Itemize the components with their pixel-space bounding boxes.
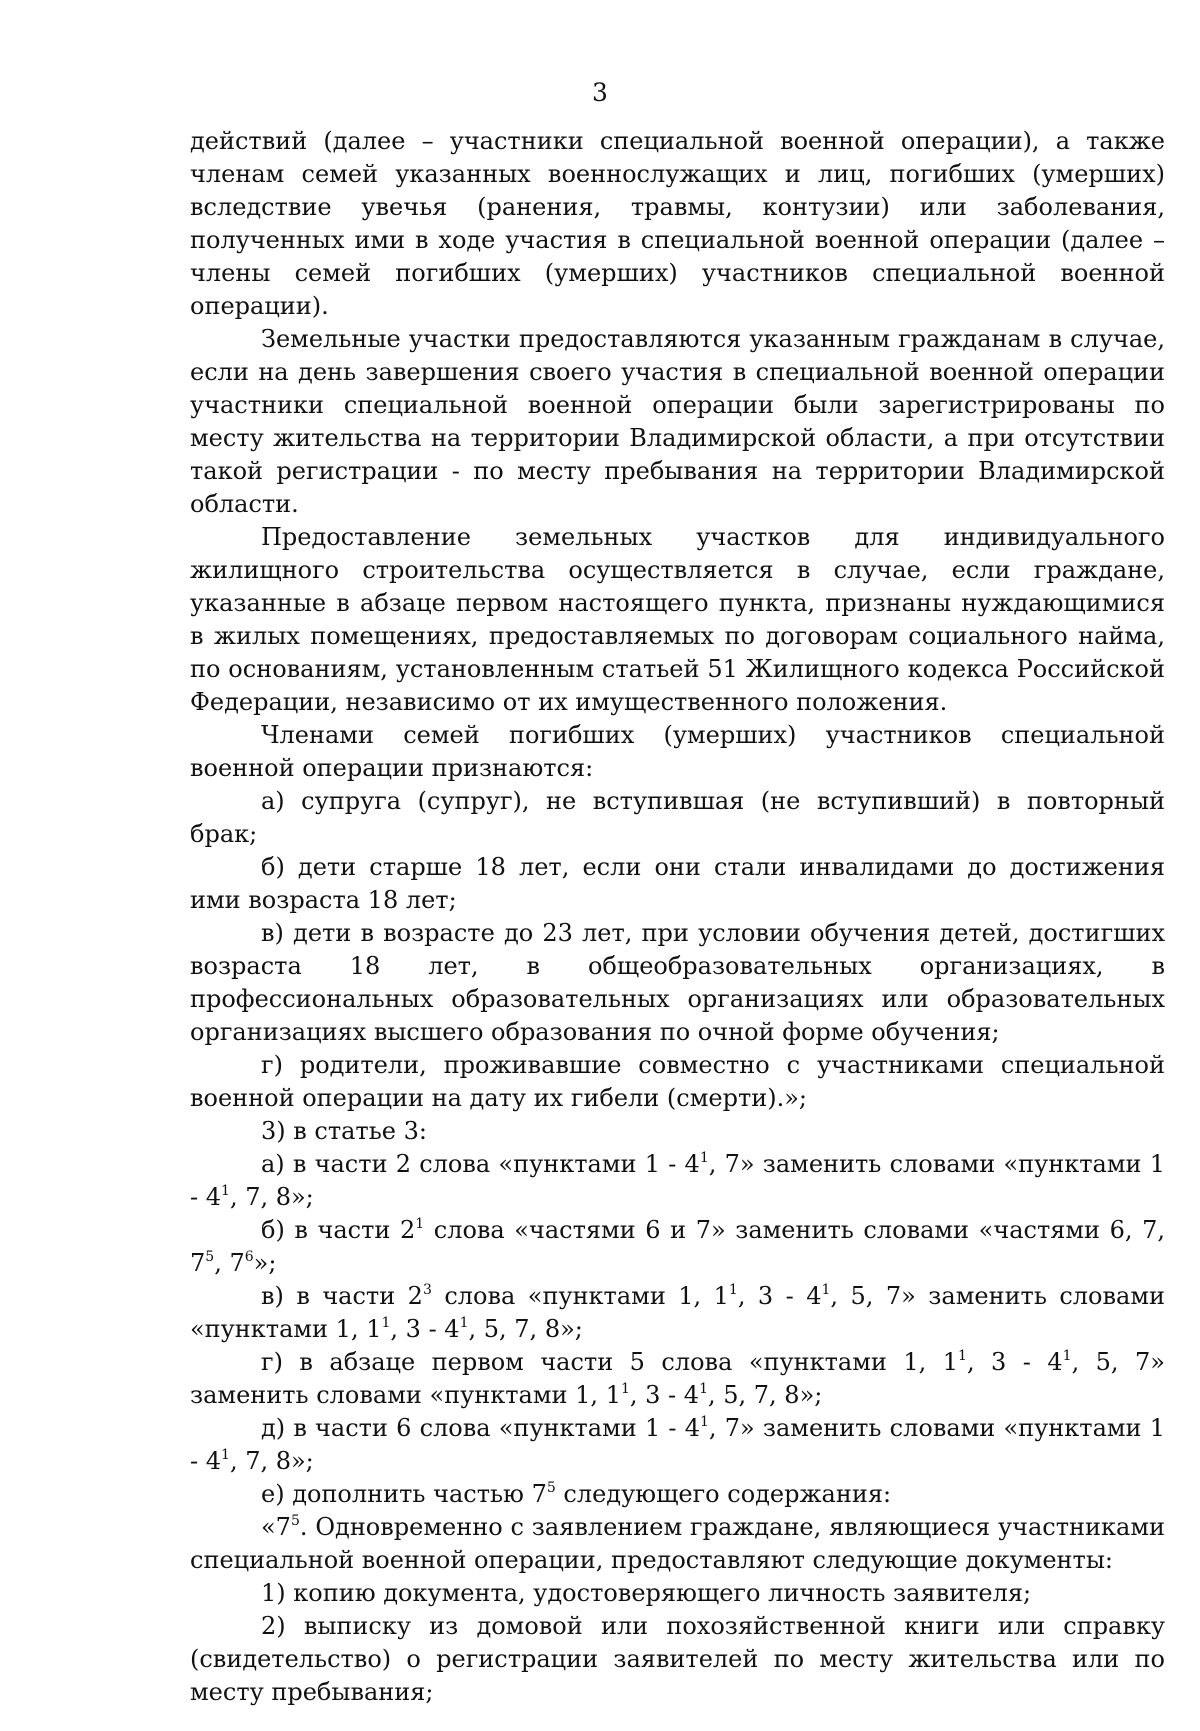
- list-item-v-children-students: в) дети в возрасте до 23 лет, при условии обучения детей, достигших возраста 18 лет, в общеобразовательных организациях, в профессиональных образовательных организациях или образовательных организациях высшего образования по очной форме обучения;: [190, 919, 1165, 1046]
- paragraph-article-3: 3) в статье 3:: [261, 1117, 427, 1145]
- superscript: 1: [221, 1447, 230, 1463]
- superscript: 1: [221, 1183, 230, 1199]
- amendment-a-part-2: а) в части 2 слова «пунктами $1 - 4^1$, 7» заменить словами «пунктами $1 - 4^1$, 7, 8»;: [190, 1150, 1165, 1211]
- list-item-g-parents: г) родители, проживавшие совместно с участниками специальной военной операции на дату их гибели (смерти).»;: [190, 1051, 1165, 1112]
- superscript: 5: [205, 1249, 215, 1265]
- superscript: 1: [459, 1315, 469, 1331]
- amendment-d-part-6: д) в части 6 слова «пунктами $1 - 4^1$, 7» заменить словами «пунктами $1 - 4^1$, 7, 8»;: [190, 1414, 1165, 1475]
- document-item-1-id-copy: 1) копию документа, удостоверяющего личность заявителя;: [261, 1579, 1032, 1607]
- superscript: 1: [958, 1348, 967, 1364]
- paragraph-land-plots: Земельные участки предоставляются указанным гражданам в случае, если на день завершения своего участия в специальной военной операции участники специальной военной операции были зарегистрированы по месту жительства на территории Владимирской области, а при отсутствии такой регистрации - по месту пребывания на территории Владимирской области.: [190, 325, 1165, 518]
- new-part-7-5: «$7^5$. Одновременно с заявлением граждане, являющиеся участниками специальной военной операции, предоставляют следующие документы:: [190, 1513, 1165, 1574]
- superscript: 1: [699, 1150, 709, 1166]
- amendment-b-part-2-1: б) в части $2^1$ слова «частями 6 и 7» заменить словами «частями 6, 7, $7^5$, $7^6$»;: [190, 1216, 1165, 1277]
- document-body: [190, 125, 1165, 1709]
- superscript: 1: [415, 1216, 425, 1232]
- document-item-2-registration: 2) выписку из домовой или похозяйственной книги или справку (свидетельство) о регистрации заявителей по месту жительства или по месту пребывания;: [190, 1612, 1165, 1706]
- amendment-g-part-5: г) в абзаце первом части 5 слова «пунктами 1, $1^1$, $3 - 4^1$, 5, 7» заменить словами «пунктами 1, $1^1$, $3 - 4^1$, 5, 7, 8»;: [190, 1348, 1165, 1409]
- superscript: 1: [821, 1282, 831, 1298]
- page-number: 3: [592, 78, 608, 107]
- superscript: 1: [620, 1381, 630, 1397]
- amendment-v-part-2-3: в) в части $2^3$ слова «пунктами 1, $1^1$, $3 - 4^1$, 5, 7» заменить словами «пунктами 1, $1^1$, $3 - 4^1$, 5, 7, 8»;: [190, 1282, 1165, 1343]
- superscript: 1: [699, 1381, 708, 1397]
- superscript: 5: [290, 1513, 300, 1529]
- superscript: 1: [700, 1414, 709, 1430]
- superscript: 6: [244, 1249, 254, 1265]
- paragraph-housing-construction: Предоставление земельных участков для индивидуального жилищного строительства осуществляется в случае, если граждане, указанные в абзаце первом настоящего пункта, признаны нуждающимися в жилых помещениях, предоставляемых по договорам социального найма, по основаниям, установленным статьей 51 Жилищного кодекса Российской Федерации, независимо от их имущественного положения.: [190, 523, 1165, 716]
- superscript: 1: [1062, 1348, 1072, 1364]
- superscript: 5: [546, 1480, 556, 1496]
- superscript: 1: [381, 1315, 391, 1331]
- list-item-a-spouse: а) супруга (супруг), не вступившая (не вступивший) в повторный брак;: [190, 787, 1165, 848]
- paragraph-family-members: Членами семей погибших (умерших) участников специальной военной операции признаются:: [190, 721, 1165, 782]
- paragraph-continuation: действий (далее – участники специальной военной операции), а также членам семей указанных военнослужащих и лиц, погибших (умерших) вследствие увечья (ранения, травмы, контузии) или заболевания, полученных ими в ходе участия в специальной военной операции (далее – члены семей погибших (умерших) участников специальной военной операции).: [190, 127, 1165, 320]
- superscript: 1: [728, 1282, 738, 1298]
- amendment-e-add-part-7-5: е) дополнить частью $7^5$ следующего содержания:: [261, 1480, 892, 1508]
- superscript: 3: [422, 1282, 432, 1298]
- list-item-b-children-disabled: б) дети старше 18 лет, если они стали инвалидами до достижения ими возраста 18 лет;: [190, 853, 1165, 914]
